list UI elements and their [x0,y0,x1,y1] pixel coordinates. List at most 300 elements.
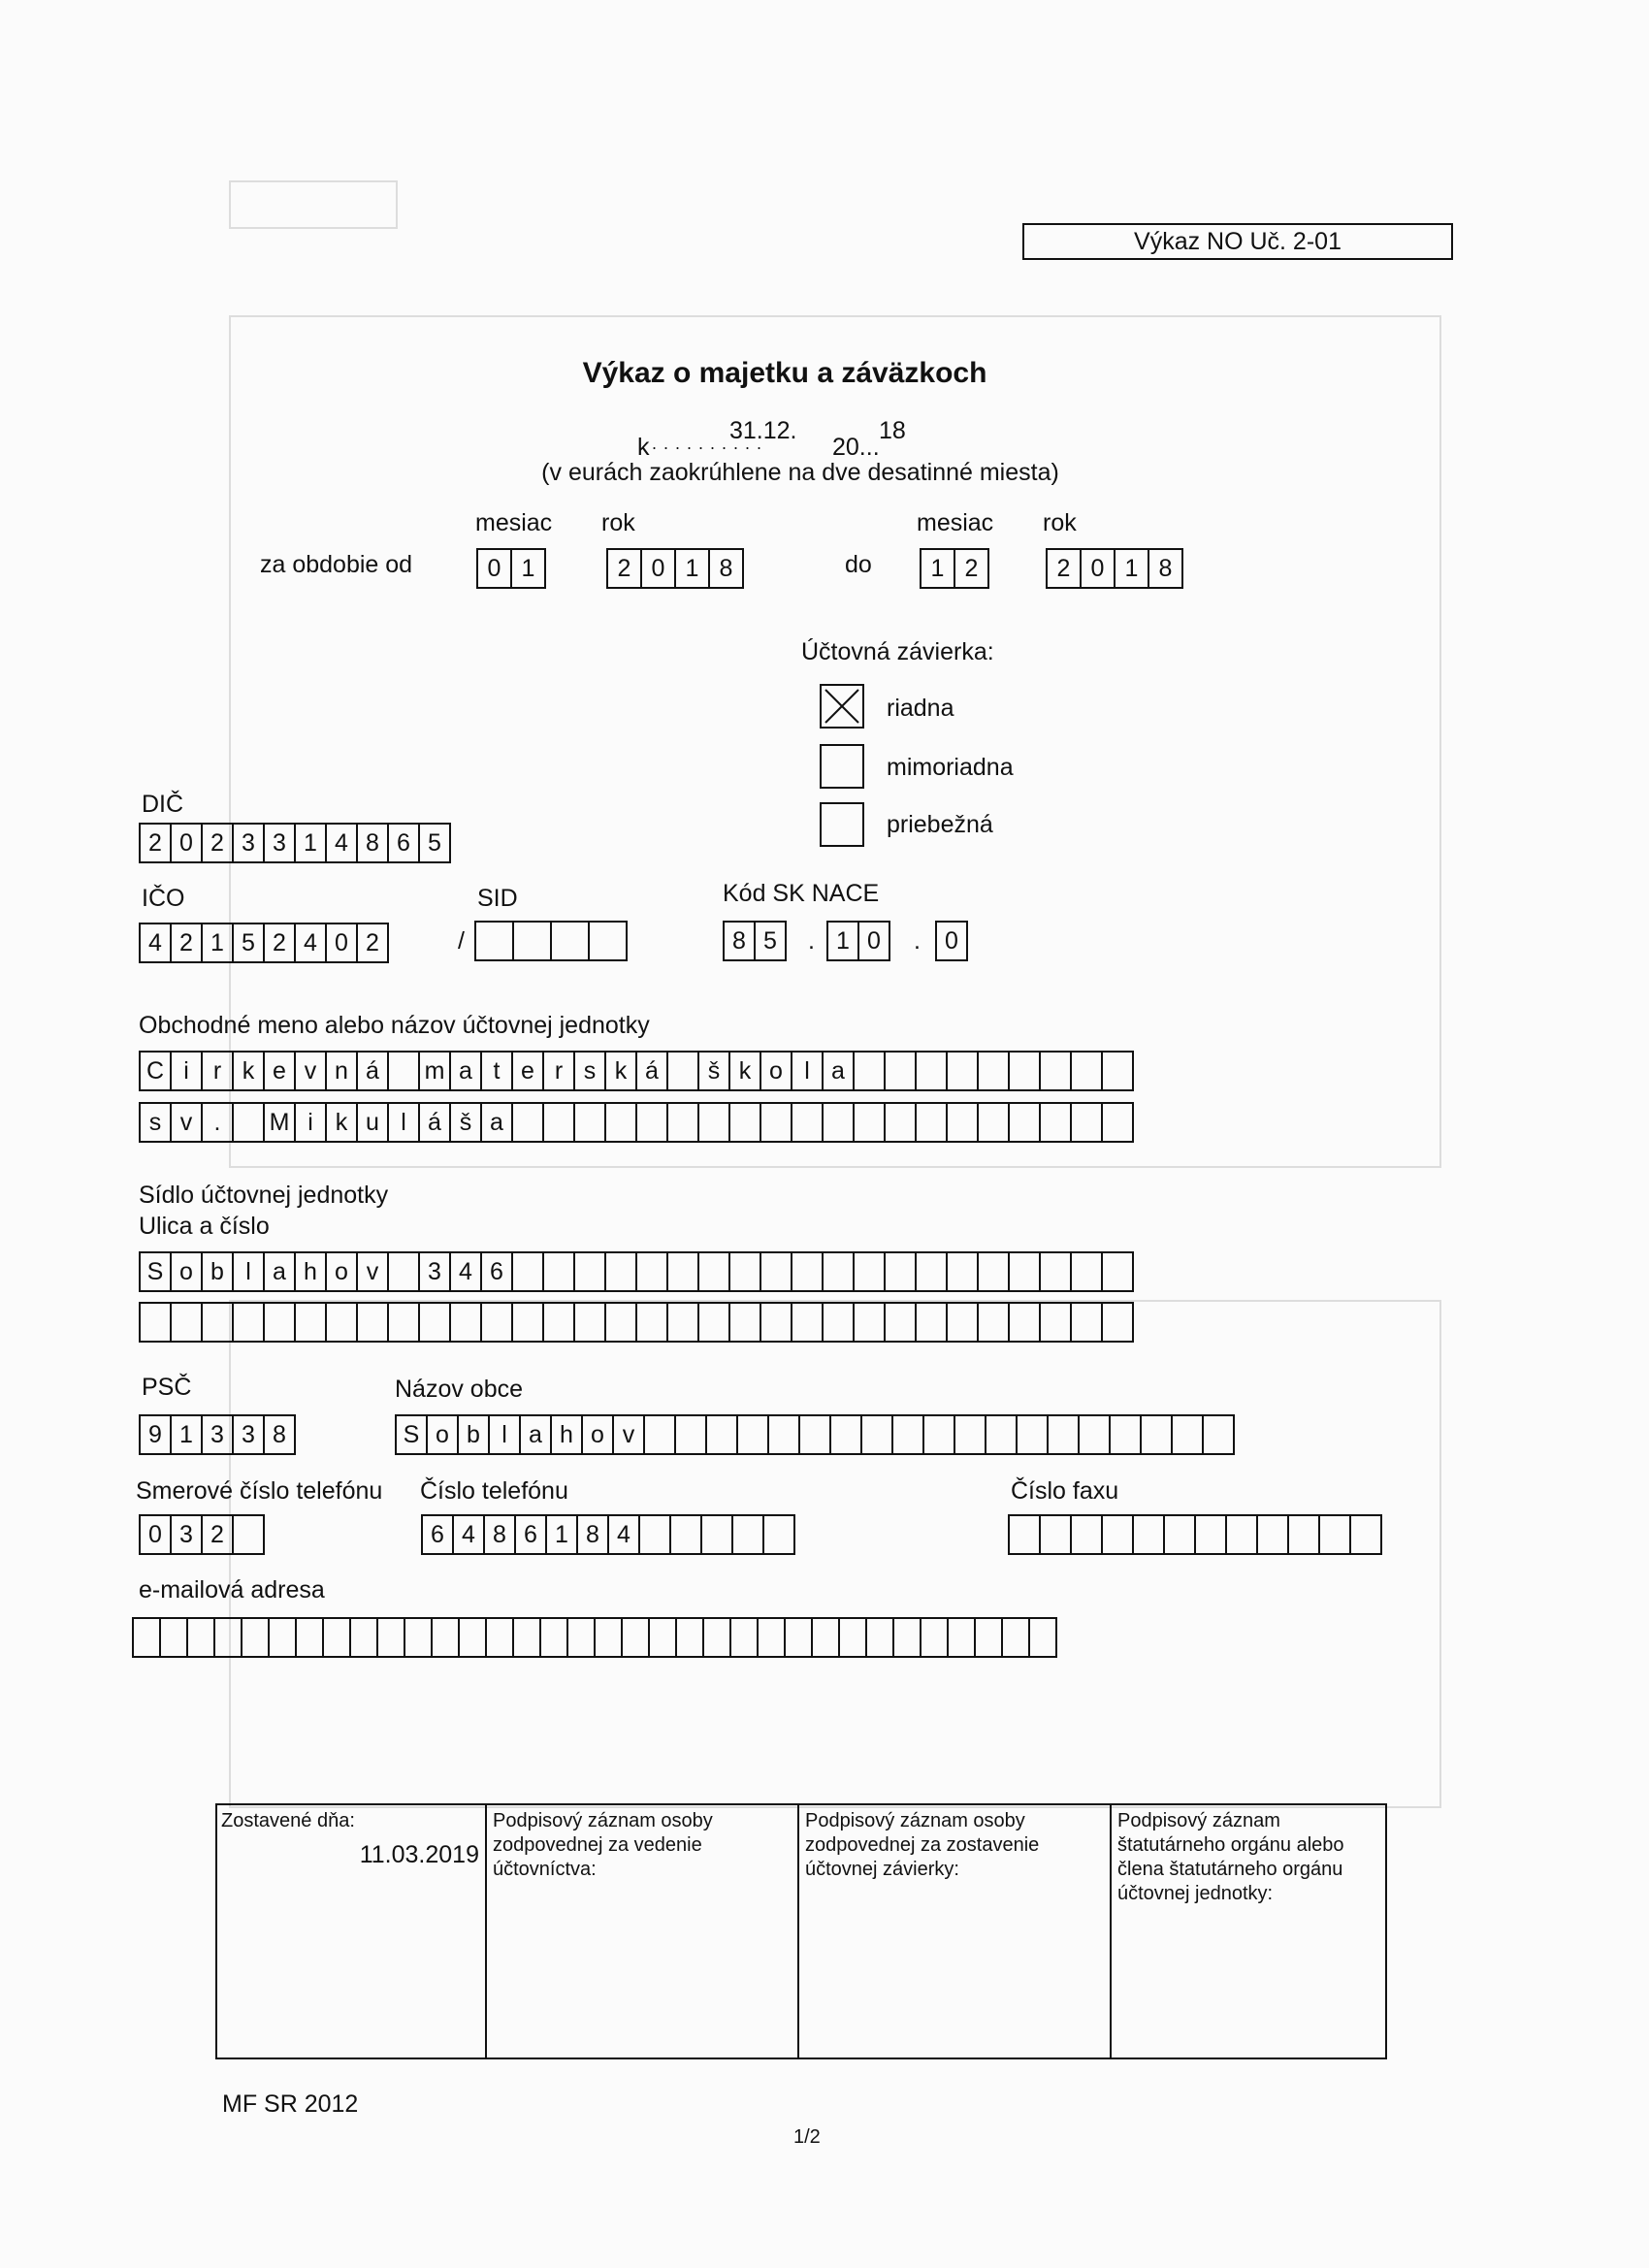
char-cell[interactable]: š [449,1102,482,1143]
char-cell[interactable] [731,1514,764,1555]
char-cell[interactable] [920,1617,949,1658]
char-cell[interactable] [1101,1251,1134,1292]
char-cell[interactable]: 3 [201,1414,234,1455]
char-cell[interactable] [1132,1514,1165,1555]
char-cell[interactable] [865,1617,894,1658]
char-cell[interactable] [1039,1302,1072,1343]
char-cell[interactable] [728,1251,761,1292]
char-cell[interactable] [884,1302,917,1343]
char-cell[interactable] [915,1051,948,1091]
char-cell[interactable]: k [325,1102,358,1143]
char-cell[interactable] [697,1251,730,1292]
psc-field[interactable] [139,1414,296,1455]
char-cell[interactable]: o [581,1414,614,1455]
char-cell[interactable]: 1 [826,921,859,961]
char-cell[interactable] [295,1617,324,1658]
char-cell[interactable] [232,1302,265,1343]
char-cell[interactable] [268,1617,297,1658]
from-month-field[interactable] [476,548,546,589]
char-cell[interactable]: 2 [356,923,389,963]
char-cell[interactable] [784,1617,813,1658]
char-cell[interactable]: á [356,1051,389,1091]
char-cell[interactable]: 6 [514,1514,547,1555]
char-cell[interactable] [985,1414,1018,1455]
char-cell[interactable] [791,1251,824,1292]
char-cell[interactable] [760,1251,792,1292]
char-cell[interactable]: a [480,1102,513,1143]
street-field-line1[interactable] [139,1251,1134,1292]
char-cell[interactable] [1008,1051,1041,1091]
char-cell[interactable] [404,1617,433,1658]
char-cell[interactable]: 4 [139,923,172,963]
char-cell[interactable] [635,1302,668,1343]
char-cell[interactable]: l [791,1051,824,1091]
char-cell[interactable] [1194,1514,1227,1555]
char-cell[interactable] [1163,1514,1196,1555]
char-cell[interactable] [853,1102,886,1143]
char-cell[interactable] [376,1617,405,1658]
char-cell[interactable] [697,1302,730,1343]
char-cell[interactable]: 6 [480,1251,513,1292]
char-cell[interactable]: l [232,1251,265,1292]
area-code-field[interactable] [139,1514,265,1555]
char-cell[interactable]: 4 [452,1514,485,1555]
char-cell[interactable] [1028,1617,1057,1658]
sid-field[interactable] [474,921,628,961]
ico-field[interactable] [139,923,389,963]
char-cell[interactable] [853,1302,886,1343]
char-cell[interactable] [458,1617,487,1658]
char-cell[interactable] [325,1302,358,1343]
char-cell[interactable]: k [604,1051,637,1091]
char-cell[interactable]: S [139,1251,172,1292]
char-cell[interactable]: 1 [545,1514,578,1555]
char-cell[interactable] [213,1617,242,1658]
char-cell[interactable] [539,1617,568,1658]
char-cell[interactable] [1008,1514,1041,1555]
char-cell[interactable] [729,1617,759,1658]
char-cell[interactable]: á [418,1102,451,1143]
char-cell[interactable] [977,1102,1010,1143]
char-cell[interactable]: r [201,1051,234,1091]
char-cell[interactable] [511,1302,544,1343]
char-cell[interactable] [853,1051,886,1091]
char-cell[interactable]: S [395,1414,428,1455]
char-cell[interactable]: h [550,1414,583,1455]
char-cell[interactable] [621,1617,650,1658]
char-cell[interactable] [946,1102,979,1143]
char-cell[interactable]: s [573,1051,606,1091]
char-cell[interactable]: i [170,1051,203,1091]
as-of-year: 18 [879,417,906,444]
char-cell[interactable] [1202,1414,1235,1455]
char-cell[interactable] [757,1617,786,1658]
street-field-line2[interactable] [139,1302,1134,1343]
char-cell[interactable] [922,1414,955,1455]
char-cell[interactable] [674,1414,707,1455]
char-cell[interactable] [853,1251,886,1292]
char-cell[interactable] [822,1302,855,1343]
char-cell[interactable] [604,1102,637,1143]
char-cell[interactable] [1039,1251,1072,1292]
char-cell[interactable] [566,1617,596,1658]
char-cell[interactable]: h [294,1251,327,1292]
char-cell[interactable] [588,921,628,961]
char-cell[interactable] [669,1514,702,1555]
from-year-field[interactable] [606,548,744,589]
show-through-top-boxes [229,180,398,229]
char-cell[interactable] [1140,1414,1173,1455]
char-cell[interactable] [1047,1414,1080,1455]
char-cell[interactable] [915,1302,948,1343]
street-label: Ulica a číslo [139,1213,270,1240]
char-cell[interactable]: 4 [294,923,327,963]
char-cell[interactable] [977,1251,1010,1292]
char-cell[interactable]: 3 [232,1414,265,1455]
char-cell[interactable]: e [511,1051,544,1091]
char-cell[interactable]: 1 [294,823,327,863]
char-cell[interactable]: 8 [483,1514,516,1555]
char-cell[interactable]: 2 [1046,548,1082,589]
char-cell[interactable] [1001,1617,1030,1658]
char-cell[interactable] [666,1302,699,1343]
char-cell[interactable]: v [612,1414,645,1455]
ico-sid-separator: / [458,927,465,955]
char-cell[interactable]: 0 [170,823,203,863]
char-cell[interactable] [232,1102,265,1143]
char-cell[interactable]: 3 [418,1251,451,1292]
char-cell[interactable] [666,1251,699,1292]
char-cell[interactable]: 2 [954,548,989,589]
char-cell[interactable]: a [519,1414,552,1455]
char-cell[interactable] [884,1102,917,1143]
char-cell[interactable]: 2 [201,823,234,863]
char-cell[interactable]: M [263,1102,296,1143]
char-cell[interactable]: r [542,1051,575,1091]
char-cell[interactable] [573,1251,606,1292]
dic-field[interactable] [139,823,451,863]
fax-field[interactable] [1008,1514,1382,1555]
char-cell[interactable] [1008,1102,1041,1143]
char-cell[interactable] [449,1302,482,1343]
closing-extraordinary-checkbox[interactable] [820,744,864,789]
char-cell[interactable] [946,1051,979,1091]
char-cell[interactable]: 8 [1148,548,1183,589]
char-cell[interactable] [1039,1514,1072,1555]
char-cell[interactable] [431,1617,460,1658]
char-cell[interactable] [594,1617,623,1658]
char-cell[interactable]: 0 [1080,548,1116,589]
char-cell[interactable]: 0 [476,548,512,589]
form-code: Výkaz NO Uč. 2-01 [1134,227,1342,255]
char-cell[interactable]: 2 [606,548,642,589]
city-field[interactable] [395,1414,1235,1455]
char-cell[interactable]: 4 [325,823,358,863]
to-month-field[interactable] [920,548,989,589]
char-cell[interactable] [675,1617,704,1658]
char-cell[interactable]: l [488,1414,521,1455]
char-cell[interactable] [892,1617,922,1658]
char-cell[interactable] [356,1302,389,1343]
prepared-label: Zostavené dňa: [221,1810,355,1831]
char-cell[interactable]: 2 [263,923,296,963]
char-cell[interactable] [1318,1514,1351,1555]
char-cell[interactable] [1039,1102,1072,1143]
char-cell[interactable]: 3 [232,823,265,863]
char-cell[interactable]: s [139,1102,172,1143]
char-cell[interactable]: 0 [640,548,676,589]
char-cell[interactable] [1070,1051,1103,1091]
char-cell[interactable]: k [728,1051,761,1091]
char-cell[interactable]: o [760,1051,792,1091]
char-cell[interactable] [1225,1514,1258,1555]
phone-field[interactable] [421,1514,795,1555]
char-cell[interactable] [638,1514,671,1555]
char-cell[interactable] [170,1302,203,1343]
char-cell[interactable]: a [822,1051,855,1091]
char-cell[interactable] [760,1102,792,1143]
char-cell[interactable] [838,1617,867,1658]
char-cell[interactable]: 1 [510,548,546,589]
char-cell[interactable]: 9 [139,1414,172,1455]
char-cell[interactable] [1101,1514,1134,1555]
char-cell[interactable] [573,1102,606,1143]
nace-field-part2[interactable] [826,921,890,961]
char-cell[interactable] [512,1617,541,1658]
char-cell[interactable] [201,1302,234,1343]
char-cell[interactable] [1070,1514,1103,1555]
char-cell[interactable] [829,1414,862,1455]
char-cell[interactable]: 3 [263,823,296,863]
closing-signature-cell[interactable] [799,1803,1112,2059]
char-cell[interactable]: k [232,1051,265,1091]
char-cell[interactable]: 6 [421,1514,454,1555]
char-cell[interactable] [700,1514,733,1555]
statutory-signature-cell[interactable] [1112,1803,1387,2059]
char-cell[interactable]: á [635,1051,668,1091]
char-cell[interactable] [573,1302,606,1343]
char-cell[interactable]: 2 [201,1514,234,1555]
char-cell[interactable] [604,1251,637,1292]
char-cell[interactable] [186,1617,215,1658]
char-cell[interactable] [954,1414,986,1455]
char-cell[interactable]: 0 [935,921,968,961]
char-cell[interactable]: 0 [325,923,358,963]
char-cell[interactable] [322,1617,351,1658]
char-cell[interactable] [387,1251,420,1292]
char-cell[interactable] [1287,1514,1320,1555]
char-cell[interactable]: . [201,1102,234,1143]
char-cell[interactable] [915,1102,948,1143]
email-field[interactable] [132,1617,1057,1658]
char-cell[interactable] [811,1617,840,1658]
char-cell[interactable] [648,1617,677,1658]
char-cell[interactable] [542,1302,575,1343]
char-cell[interactable] [643,1414,676,1455]
char-cell[interactable] [387,1302,420,1343]
char-cell[interactable] [1101,1051,1134,1091]
char-cell[interactable]: i [294,1102,327,1143]
char-cell[interactable]: 1 [201,923,234,963]
char-cell[interactable] [542,1251,575,1292]
char-cell[interactable] [1070,1102,1103,1143]
char-cell[interactable] [977,1051,1010,1091]
char-cell[interactable] [474,921,514,961]
char-cell[interactable] [550,921,590,961]
char-cell[interactable] [1171,1414,1204,1455]
char-cell[interactable]: 8 [356,823,389,863]
char-cell[interactable] [791,1102,824,1143]
char-cell[interactable] [542,1102,575,1143]
char-cell[interactable]: t [480,1051,513,1091]
char-cell[interactable] [1349,1514,1382,1555]
period-label: za obdobie od [260,551,413,578]
char-cell[interactable]: 1 [1114,548,1149,589]
char-cell[interactable] [915,1251,948,1292]
char-cell[interactable] [728,1302,761,1343]
char-cell[interactable]: l [387,1102,420,1143]
char-cell[interactable]: š [697,1051,730,1091]
name-field-line2[interactable] [139,1102,1134,1143]
char-cell[interactable] [480,1302,513,1343]
char-cell[interactable]: v [356,1251,389,1292]
char-cell[interactable]: C [139,1051,172,1091]
to-year-field[interactable] [1046,548,1183,589]
char-cell[interactable] [1070,1251,1103,1292]
char-cell[interactable] [139,1302,172,1343]
char-cell[interactable]: e [263,1051,296,1091]
char-cell[interactable] [946,1251,979,1292]
char-cell[interactable]: 2 [139,823,172,863]
char-cell[interactable]: o [426,1414,459,1455]
char-cell[interactable]: b [201,1251,234,1292]
char-cell[interactable] [232,1514,265,1555]
char-cell[interactable]: v [294,1051,327,1091]
closing-regular-label: riadna [887,695,954,722]
char-cell[interactable] [1101,1302,1134,1343]
char-cell[interactable] [511,1251,544,1292]
char-cell[interactable]: a [449,1051,482,1091]
char-cell[interactable] [822,1251,855,1292]
char-cell[interactable] [762,1514,795,1555]
char-cell[interactable]: 0 [139,1514,172,1555]
char-cell[interactable] [294,1302,327,1343]
accounting-signature-cell[interactable] [487,1803,799,2059]
char-cell[interactable] [387,1051,420,1091]
char-cell[interactable]: v [170,1102,203,1143]
char-cell[interactable]: 5 [232,923,265,963]
char-cell[interactable] [418,1302,451,1343]
char-cell[interactable]: 8 [708,548,744,589]
char-cell[interactable] [702,1617,731,1658]
char-cell[interactable] [1008,1251,1041,1292]
char-cell[interactable]: o [170,1251,203,1292]
closing-regular-checkbox[interactable] [820,684,864,729]
name-field-line1[interactable] [139,1051,1134,1091]
char-cell[interactable]: 6 [387,823,420,863]
char-cell[interactable] [635,1102,668,1143]
char-cell[interactable] [822,1102,855,1143]
char-cell[interactable]: 8 [263,1414,296,1455]
char-cell[interactable] [798,1414,831,1455]
char-cell[interactable]: b [457,1414,490,1455]
char-cell[interactable] [1070,1302,1103,1343]
char-cell[interactable] [263,1302,296,1343]
char-cell[interactable] [791,1302,824,1343]
nace-field-part1[interactable] [723,921,787,961]
char-cell[interactable]: 4 [449,1251,482,1292]
char-cell[interactable] [241,1617,270,1658]
nace-field-part3[interactable] [935,921,968,961]
char-cell[interactable] [604,1302,637,1343]
char-cell[interactable] [1101,1102,1134,1143]
char-cell[interactable]: m [418,1051,451,1091]
char-cell[interactable] [884,1251,917,1292]
char-cell[interactable]: 5 [754,921,787,961]
char-cell[interactable] [974,1617,1003,1658]
char-cell[interactable] [511,1102,544,1143]
char-cell[interactable] [891,1414,924,1455]
char-cell[interactable] [860,1414,893,1455]
char-cell[interactable] [1008,1302,1041,1343]
prepared-date[interactable]: 11.03.2019 [359,1841,479,1868]
page-title: Výkaz o majetku a záväzkoch [582,357,987,389]
closing-interim-checkbox[interactable] [820,802,864,847]
char-cell[interactable] [728,1102,761,1143]
char-cell[interactable]: 4 [607,1514,640,1555]
char-cell[interactable] [947,1617,976,1658]
char-cell[interactable] [697,1102,730,1143]
char-cell[interactable] [666,1051,699,1091]
char-cell[interactable]: n [325,1051,358,1091]
char-cell[interactable] [705,1414,738,1455]
char-cell[interactable]: 1 [674,548,710,589]
char-cell[interactable] [132,1617,161,1658]
char-cell[interactable] [1256,1514,1289,1555]
char-cell[interactable]: 5 [418,823,451,863]
char-cell[interactable] [946,1302,979,1343]
char-cell[interactable] [1078,1414,1111,1455]
char-cell[interactable] [736,1414,769,1455]
char-cell[interactable] [884,1051,917,1091]
char-cell[interactable] [349,1617,378,1658]
char-cell[interactable]: u [356,1102,389,1143]
char-cell[interactable] [767,1414,800,1455]
char-cell[interactable]: 8 [723,921,756,961]
char-cell[interactable] [666,1102,699,1143]
char-cell[interactable]: 2 [170,923,203,963]
char-cell[interactable] [977,1302,1010,1343]
char-cell[interactable]: 0 [857,921,890,961]
char-cell[interactable] [485,1617,514,1658]
char-cell[interactable] [635,1251,668,1292]
char-cell[interactable] [159,1617,188,1658]
page-number: 1/2 [793,2126,821,2148]
char-cell[interactable] [760,1302,792,1343]
char-cell[interactable] [1016,1414,1049,1455]
char-cell[interactable]: 3 [170,1514,203,1555]
as-of-year-prefix: 20... [832,434,880,461]
statutory-signature-label: Podpisový záznam štatutárneho orgánu alebo člena štatutárneho orgánu účtovnej jednotky: [1117,1810,1344,1904]
char-cell[interactable]: a [263,1251,296,1292]
char-cell[interactable] [512,921,552,961]
char-cell[interactable]: 1 [170,1414,203,1455]
char-cell[interactable]: 8 [576,1514,609,1555]
char-cell[interactable] [1109,1414,1142,1455]
char-cell[interactable] [1039,1051,1072,1091]
char-cell[interactable]: o [325,1251,358,1292]
char-cell[interactable]: 1 [920,548,955,589]
